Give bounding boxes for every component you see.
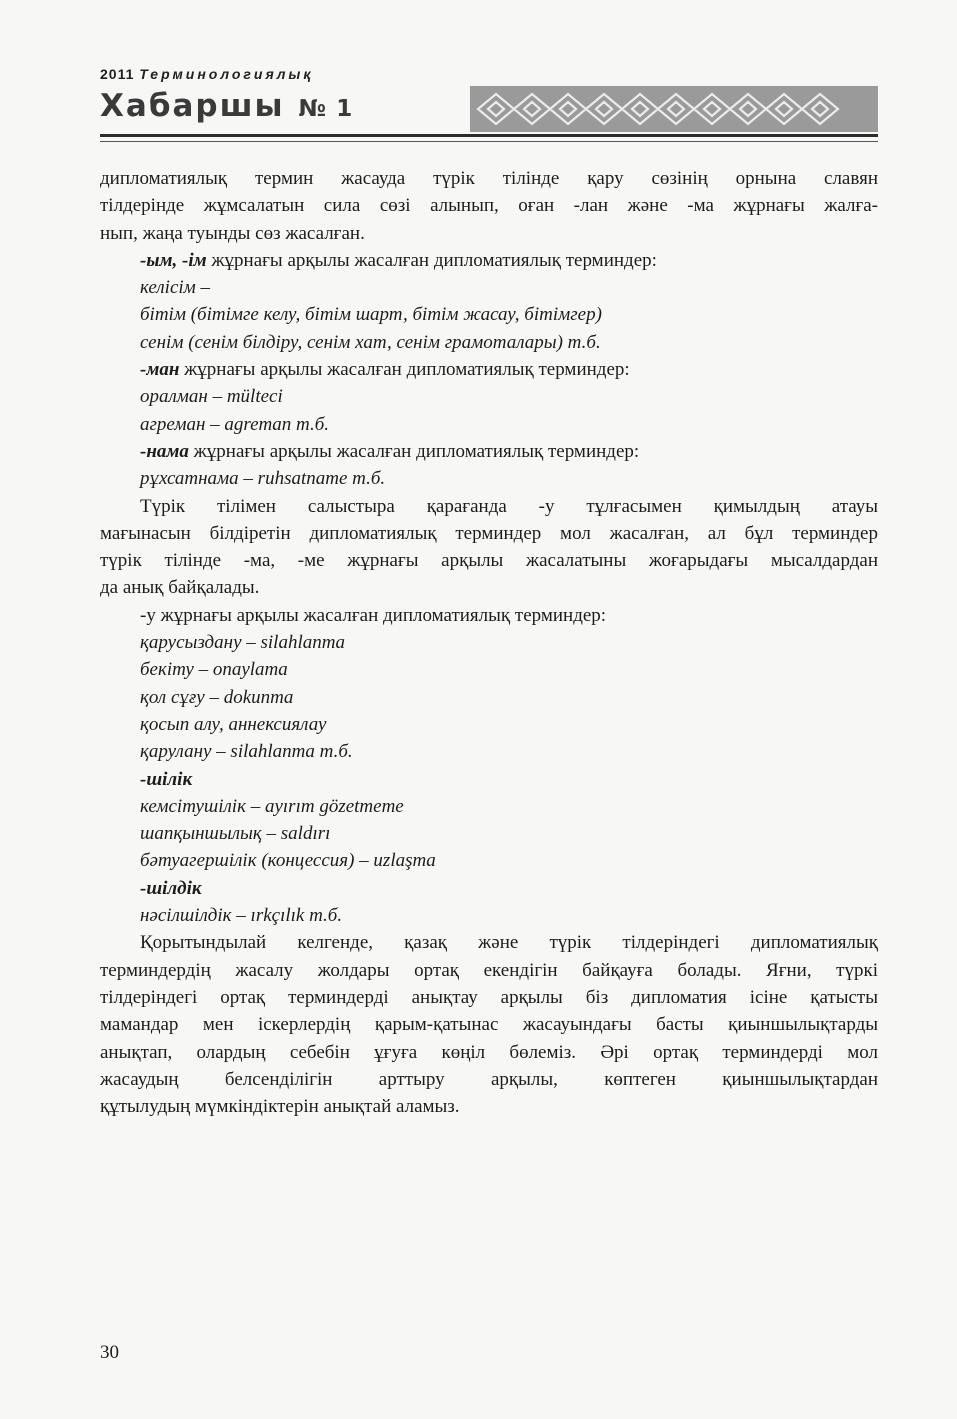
issue-number: № 1	[298, 96, 354, 122]
suffix-heading-text: жұрнағы арқылы жасалған дипломатиялық терминдер:	[188, 440, 640, 462]
journal-title: Хабаршы	[100, 88, 285, 124]
text-line: да анық байқалады.	[100, 577, 260, 599]
term-item: кемсітушілік – ayırım gözetmeme	[140, 795, 404, 817]
text-line: дипломатиялық термин жасауда түрік тілінде қару сөзінің орнына славян	[100, 168, 878, 189]
text-line: Түрік тілімен салыстыра қарағанда -у тұлғасымен қимылдың атауы	[140, 495, 878, 517]
journal-header	[100, 62, 878, 152]
suffix-marker: -ым, -ім	[140, 249, 207, 271]
text-line: анықтап, олардың себебін ұғуға көңіл бөлеміз. Әрі ортақ терминдерді мол	[100, 1041, 878, 1063]
text-line: мамандар мен іскерлердің қарым-қатынас жасауындағы басты қиыншылықтарды	[100, 1014, 878, 1036]
journal-year-line	[100, 66, 313, 82]
suffix-marker: -ман	[140, 359, 180, 381]
suffix-heading	[100, 247, 878, 274]
suffix-heading	[100, 438, 878, 465]
term-item: бәтуагершілік (концессия) – uzlaşma	[140, 850, 436, 872]
ornament-band	[470, 86, 878, 132]
suffix-marker: -нама	[140, 440, 189, 462]
journal-year: 2011	[100, 66, 135, 82]
term-item: шапқыншылық – saldırı	[140, 823, 331, 845]
text-line: тілдерінде жұмсалатын сила сөзі алынып, оған -лан және -ма жұрнағы жалға-	[100, 195, 878, 217]
term-item: бекіту – onaylama	[140, 659, 288, 681]
header-rule-thin	[100, 141, 878, 142]
suffix-heading: -у жұрнағы арқылы жасалған дипломатиялық терминдер:	[140, 604, 607, 626]
term-item: бітім (бітімге келу, бітім шарт, бітім жасау, бітімгер)	[140, 304, 602, 326]
ornament-pattern-icon	[470, 86, 878, 132]
journal-top-title: Терминологиялық	[139, 66, 314, 82]
suffix-heading-text: жұрнағы арқылы жасалған дипломатиялық терминдер:	[179, 359, 630, 381]
text-line: түрік тілінде -ма, -ме жұрнағы арқылы жасалатыны жоғарыдағы мысалдардан	[100, 550, 878, 572]
paragraph-conclusion	[100, 929, 878, 1120]
suffix-marker: -шілдік	[140, 877, 202, 899]
page-number: 30	[100, 1342, 119, 1363]
term-item: қосып алу, аннексиялау	[140, 713, 327, 735]
term-item: қарусыздану – silahlanma	[140, 632, 345, 654]
article-body	[100, 165, 878, 1120]
text-line: жасаудың белсенділігін арттыру арқылы, көптеген қиыншылықтардан	[100, 1068, 878, 1090]
suffix-heading	[100, 356, 878, 383]
header-rule	[100, 134, 878, 137]
term-item: сенім (сенім білдіру, сенім хат, сенім грамоталары) т.б.	[140, 331, 601, 353]
term-item: рұхсатнама – ruhsatname т.б.	[140, 468, 386, 490]
text-line: терминдердің жасалу жолдары ортақ екендігін байқауға болады. Яғни, түркі	[100, 959, 878, 981]
term-item: оралман – mülteci	[140, 386, 283, 408]
paragraph-comparison	[100, 493, 878, 602]
term-item: қарулану – silahlanma т.б.	[140, 741, 353, 763]
term-item: келісім –	[140, 277, 211, 299]
paragraph-intro	[100, 165, 878, 247]
term-item: нәсілшілдік – ırkçılık т.б.	[140, 905, 343, 927]
text-line: нып, жаңа туынды сөз жасалған.	[100, 222, 365, 244]
journal-title-line	[100, 88, 353, 124]
suffix-heading-text: жұрнағы арқылы жасалған дипломатиялық терминдер:	[206, 249, 657, 271]
term-item: агреман – agreman т.б.	[140, 413, 330, 435]
text-line: тілдеріндегі ортақ терминдерді анықтау арқылы біз дипломатия ісіне қатысты	[100, 986, 878, 1008]
text-line: құтылудың мүмкіндіктерін анықтай аламыз.	[100, 1096, 460, 1118]
term-item: қол сұғу – dokunma	[140, 686, 294, 708]
suffix-marker: -шілік	[140, 768, 193, 790]
text-line: мағынасын білдіретін дипломатиялық терминдер мол жасалған, ал бұл терминдер	[100, 522, 878, 544]
text-line: Қорытындылай келгенде, қазақ және түрік тілдеріндегі дипломатиялық	[140, 932, 878, 954]
